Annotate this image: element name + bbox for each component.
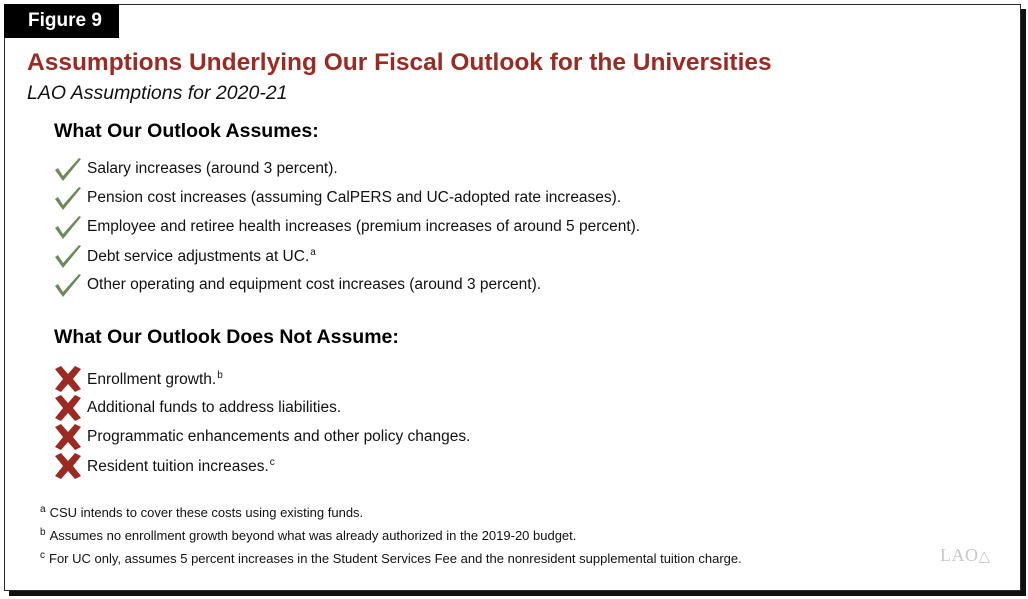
not-assumes-item-text: Programmatic enhancements and other policy changes.	[87, 428, 471, 445]
assumes-heading: What Our Outlook Assumes:	[54, 120, 319, 142]
check-icon	[52, 271, 84, 299]
not-assumes-item-text: Resident tuition increases.$^c$	[87, 456, 275, 475]
assumes-item	[52, 184, 621, 212]
check-icon	[52, 184, 84, 212]
footnote: $^c$ For UC only, assumes 5 percent increases in the Student Services Fee and the nonresident supplemental tuition charge.	[40, 550, 742, 566]
cross-icon	[52, 452, 84, 480]
not-assumes-heading: What Our Outlook Does Not Assume:	[54, 326, 399, 348]
assumes-item	[52, 213, 640, 241]
footnote-ref: c	[269, 456, 275, 468]
assumes-item	[52, 155, 338, 183]
cross-icon	[52, 423, 84, 451]
figure-title: Assumptions Underlying Our Fiscal Outlook for the Universities	[27, 49, 772, 76]
not-assumes-item	[52, 452, 275, 480]
not-assumes-item	[52, 365, 223, 393]
assumes-item-text: Debt service adjustments at UC.$^a$	[87, 246, 316, 265]
cross-icon	[52, 365, 84, 393]
footnote-ref: a	[310, 246, 316, 258]
not-assumes-item	[52, 423, 470, 451]
footnote: $^a$ CSU intends to cover these costs using existing funds.	[40, 504, 364, 520]
assumes-item	[52, 271, 541, 299]
not-assumes-item-text: Additional funds to address liabilities.	[87, 399, 342, 416]
assumes-item-text: Other operating and equipment cost increases (around 3 percent).	[87, 276, 542, 293]
check-icon	[52, 213, 84, 241]
footnote-ref: b	[217, 369, 223, 381]
not-assumes-item-text: Enrollment growth.$^b$	[87, 369, 223, 388]
lao-logo-icon: △	[978, 549, 991, 565]
assumes-item-text: Employee and retiree health increases (premium increases of around 5 percent).	[87, 218, 641, 235]
footnote: $^b$ Assumes no enrollment growth beyond what was already authorized in the 2019-20 budget.	[40, 527, 577, 543]
figure-subtitle: LAO Assumptions for 2020-21	[27, 82, 288, 104]
check-icon	[52, 242, 84, 270]
assumes-item	[52, 242, 316, 270]
lao-logo: LAO△	[940, 545, 991, 565]
not-assumes-item	[52, 394, 341, 422]
cross-icon	[52, 394, 84, 422]
assumes-item-text: Salary increases (around 3 percent).	[87, 160, 338, 177]
figure-label: Figure 9	[4, 4, 119, 38]
assumes-item-text: Pension cost increases (assuming CalPERS and UC-adopted rate increases).	[87, 189, 622, 206]
check-icon	[52, 155, 84, 183]
